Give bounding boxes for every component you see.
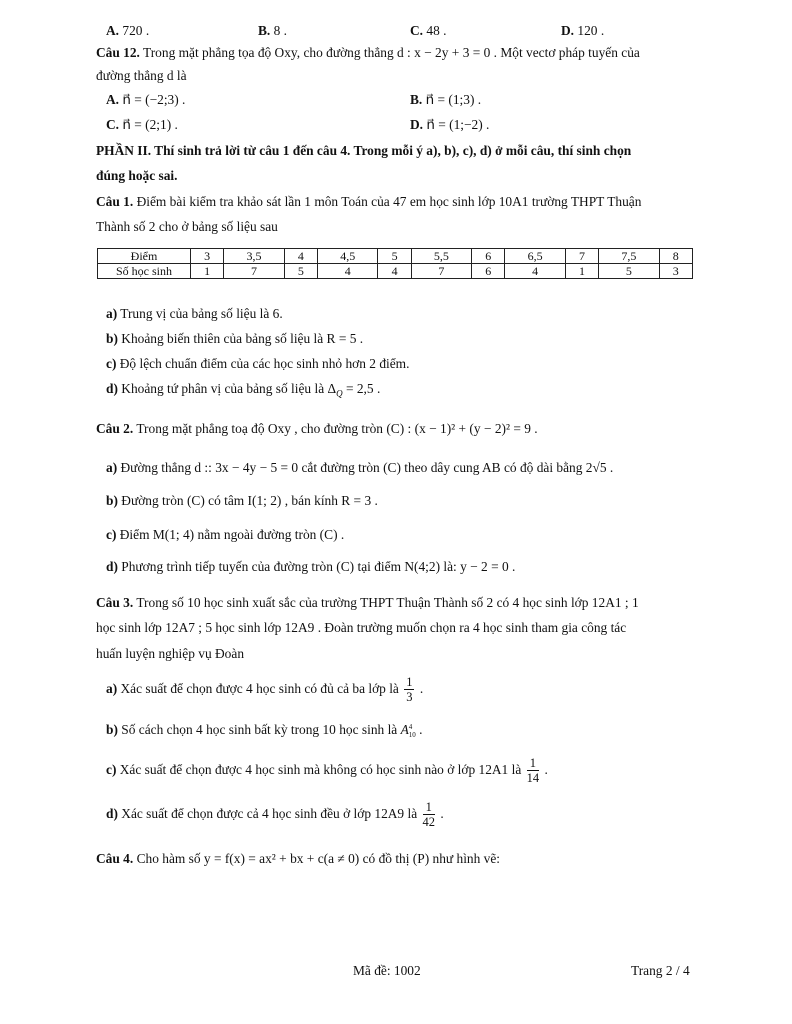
question-label: Câu 1. — [96, 194, 134, 209]
table-cell: 5 — [599, 264, 659, 279]
page-number: Trang 2 / 4 — [631, 963, 690, 978]
statement-text: = 2,5 . — [342, 381, 381, 396]
option-text: 120 . — [577, 23, 605, 38]
option-letter: B. — [410, 92, 423, 107]
numerator: 1 — [406, 675, 413, 690]
question-text: Điểm bài kiểm tra khảo sát lần 1 môn Toán của 47 em học sinh lớp 10A1 trường THPT Thuận — [136, 194, 642, 209]
arrangement-indices — [409, 723, 416, 739]
statement-text: Đường thẳng d :: 3x − 4y − 5 = 0 cắt đường tròn (C) theo dây cung AB có độ dài bằng 2√5 . — [120, 460, 614, 475]
table-cell: 3,5 — [224, 249, 284, 264]
table-cell: 8 — [659, 249, 692, 264]
statement-label: a) — [106, 306, 118, 321]
option-text: n⃗ = (2;1) . — [122, 117, 178, 132]
option-letter: C. — [106, 117, 120, 132]
option-letter: B. — [258, 23, 271, 38]
table-cell: 7 — [565, 249, 598, 264]
table-row — [98, 249, 693, 264]
question-text: Cho hàm số y = f(x) = ax² + bx + c(a ≠ 0) có đồ thị (P) như hình vẽ: — [136, 851, 501, 866]
table-cell: 3 — [659, 264, 692, 279]
fraction — [404, 675, 414, 704]
c1-statement-a — [106, 306, 283, 322]
superscript: 4 — [408, 722, 413, 731]
statement-text: Khoảng biến thiên của bảng số liệu là R = 5 . — [121, 331, 364, 346]
table-cell: 4 — [317, 264, 377, 279]
statement-text: Đường tròn (C) có tâm I(1; 2) , bán kính R = 3 . — [121, 493, 378, 508]
question-label: Câu 4. — [96, 851, 134, 866]
option-text: 720 . — [122, 23, 150, 38]
table-cell: 3 — [191, 249, 224, 264]
statement-text: Khoảng tứ phân vị của bảng số liệu là Δ — [121, 381, 337, 396]
statement-text: Điểm M(1; 4) nằm ngoài đường tròn (C) . — [119, 527, 345, 542]
q12-option-c — [106, 117, 178, 133]
c3-stem-line1 — [96, 595, 639, 611]
statement-text: . — [419, 681, 424, 696]
c2-statement-d — [106, 559, 515, 575]
q12-stem-line2: đường thẳng d là — [96, 68, 187, 83]
exam-code: Mã đề: 1002 — [353, 963, 421, 978]
option-text: n⃗ = (−2;3) . — [122, 92, 186, 107]
part2-heading-line1: PHẦN II. Thí sinh trả lời từ câu 1 đến câu 4. Trong mỗi ý a), b), c), d) ở mỗi câu, thí sinh chọn — [96, 143, 632, 158]
q12-option-b — [410, 92, 481, 108]
score-table — [97, 248, 693, 279]
q11-option-c — [410, 23, 446, 39]
table-cell: 5 — [378, 249, 411, 264]
option-letter: D. — [561, 23, 575, 38]
statement-label: c) — [106, 762, 117, 777]
question-label: Câu 2. — [96, 421, 134, 436]
table-cell: 5 — [284, 264, 317, 279]
subscript: 10 — [408, 730, 416, 739]
c1-stem-line1 — [96, 194, 641, 210]
statement-label: b) — [106, 493, 118, 508]
denominator: 14 — [526, 771, 540, 786]
statement-text: Số cách chọn 4 học sinh bất kỳ trong 10 học sinh là — [121, 722, 398, 737]
statement-label: c) — [106, 527, 117, 542]
table-cell: 6 — [472, 249, 505, 264]
statement-text: . — [544, 762, 548, 777]
question-text: Trong số 10 học sinh xuất sắc của trường THPT Thuận Thành số 2 có 4 học sinh lớp 12A1 ; 1 — [136, 595, 639, 610]
c3-stem-line3: huấn luyện nghiệp vụ Đoàn — [96, 646, 245, 661]
c1-stem-line2: Thành số 2 cho ở bảng số liệu sau — [96, 219, 278, 234]
statement-label: c) — [106, 356, 117, 371]
option-letter: C. — [410, 23, 424, 38]
c4-stem — [96, 851, 500, 867]
table-cell: 1 — [565, 264, 598, 279]
part2-heading-line2: đúng hoặc sai. — [96, 168, 178, 183]
option-letter: A. — [106, 23, 120, 38]
c3-statement-a — [106, 674, 423, 704]
statement-text: Xác suất để chọn được 4 học sinh có đủ cả ba lớp là — [120, 681, 399, 696]
c3-statement-b — [106, 722, 423, 739]
fraction — [423, 800, 436, 829]
question-label: Câu 12. — [96, 45, 140, 60]
table-cell: 7 — [224, 264, 284, 279]
question-text: Trong mặt phẳng tọa độ Oxy, cho đường thẳng d : x − 2y + 3 = 0 . Một vectơ pháp tuyến của — [143, 45, 640, 60]
statement-text: Độ lệch chuẩn điểm của các học sinh nhỏ hơn 2 điểm. — [119, 356, 410, 371]
table-cell: 1 — [191, 264, 224, 279]
question-label: Câu 3. — [96, 595, 134, 610]
statement-text: Xác suất để chọn được cả 4 học sinh đều ở lớp 12A9 là — [121, 806, 418, 821]
statement-text: Xác suất để chọn được 4 học sinh mà không có học sinh nào ở lớp 12A1 là — [119, 762, 522, 777]
table-cell: 6,5 — [505, 249, 565, 264]
numerator: 1 — [423, 800, 436, 815]
c2-statement-c — [106, 527, 344, 543]
numerator: 1 — [527, 756, 540, 771]
q11-option-a — [106, 23, 149, 39]
table-cell: 4,5 — [317, 249, 377, 264]
arrangement-symbol: A — [400, 722, 409, 737]
option-letter: A. — [106, 92, 120, 107]
denominator: 42 — [422, 815, 436, 830]
table-cell: 4 — [505, 264, 565, 279]
statement-text: . — [419, 722, 423, 737]
table-row-label: Số học sinh — [98, 264, 191, 279]
c1-statement-c — [106, 356, 409, 372]
table-cell: 4 — [378, 264, 411, 279]
table-cell: 5,5 — [411, 249, 471, 264]
statement-text: Phương trình tiếp tuyến của đường tròn (C) tại điểm N(4;2) là: y − 2 = 0 . — [121, 559, 516, 574]
option-text: 8 . — [273, 23, 288, 38]
denominator: 3 — [406, 690, 413, 705]
c3-stem-line2: học sinh lớp 12A7 ; 5 học sinh lớp 12A9 . Đoàn trường muốn chọn ra 4 học sinh tham gia công tác — [96, 620, 627, 635]
statement-text: Trung vị của bảng số liệu là 6. — [120, 306, 283, 321]
statement-label: a) — [106, 460, 118, 475]
c1-statement-b — [106, 331, 363, 347]
option-text: n⃗ = (1;−2) . — [426, 117, 490, 132]
q12-stem-line1 — [96, 45, 640, 61]
table-row — [98, 264, 693, 279]
statement-label: a) — [106, 681, 118, 696]
q12-option-d — [410, 117, 489, 133]
statement-label: d) — [106, 381, 118, 396]
table-cell: 7,5 — [599, 249, 659, 264]
question-text: Trong mặt phẳng toạ độ Oxy , cho đường tròn (C) : (x − 1)² + (y − 2)² = 9 . — [136, 421, 538, 436]
q11-option-d — [561, 23, 604, 39]
option-text: n⃗ = (1;3) . — [425, 92, 482, 107]
c3-statement-d — [106, 799, 444, 829]
statement-label: d) — [106, 559, 118, 574]
table-cell: 7 — [411, 264, 471, 279]
fraction — [527, 756, 540, 785]
table-cell: 6 — [472, 264, 505, 279]
option-letter: D. — [410, 117, 424, 132]
c3-statement-c — [106, 755, 548, 785]
c2-stem — [96, 421, 538, 437]
q11-option-b — [258, 23, 287, 39]
table-cell: 4 — [284, 249, 317, 264]
statement-label: b) — [106, 722, 118, 737]
table-row-label: Điểm — [98, 249, 191, 264]
subscript: Q — [336, 388, 343, 399]
statement-label: b) — [106, 331, 118, 346]
statement-text: . — [440, 806, 444, 821]
c1-statement-d — [106, 381, 380, 399]
statement-label: d) — [106, 806, 118, 821]
c2-statement-a — [106, 460, 613, 476]
option-text: 48 . — [426, 23, 447, 38]
c2-statement-b — [106, 493, 378, 509]
q12-option-a — [106, 92, 185, 108]
